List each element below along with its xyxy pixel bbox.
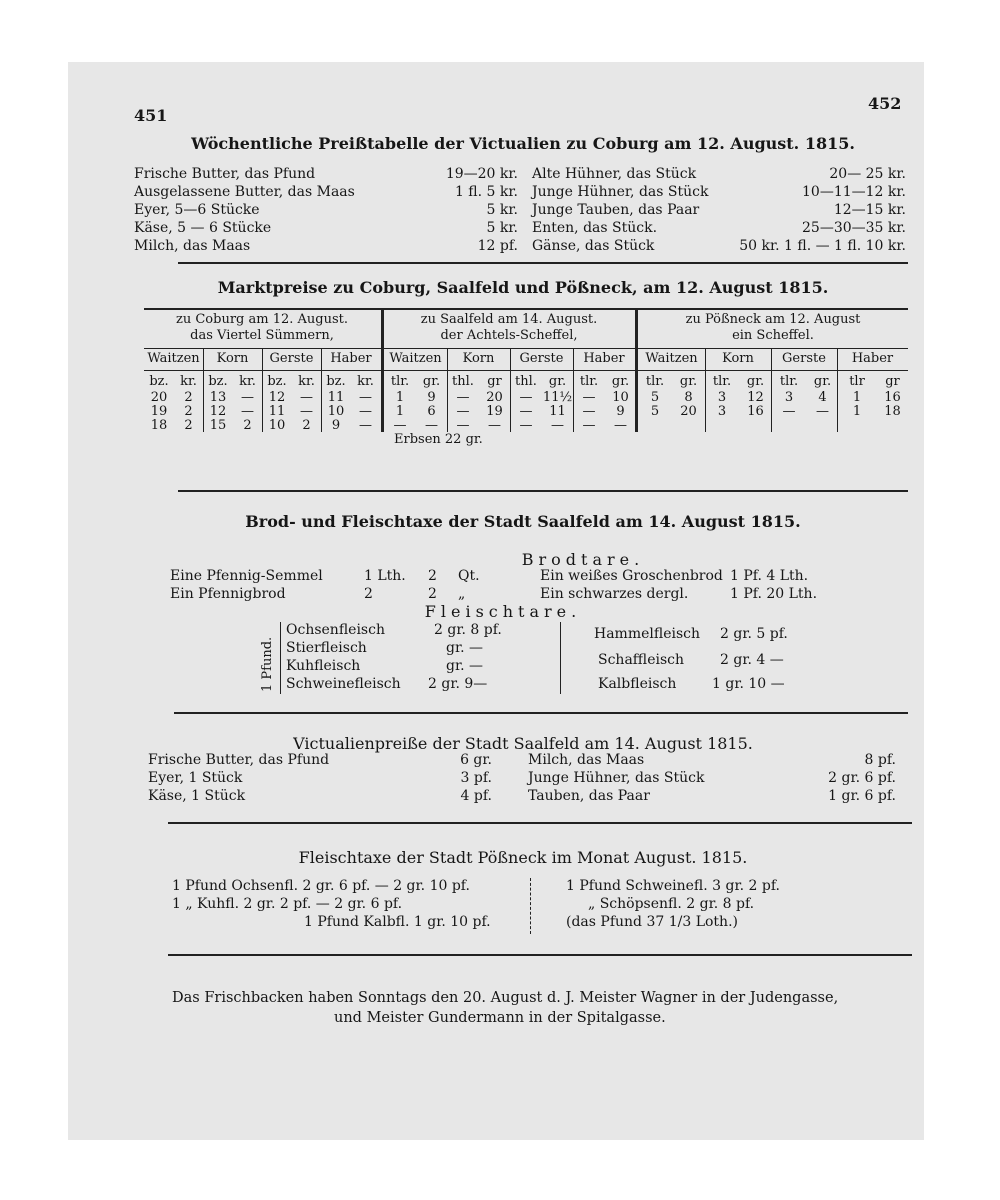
- table-cell: 4: [818, 390, 827, 405]
- table-cell: —: [393, 418, 407, 433]
- column-header: Haber: [851, 351, 894, 366]
- divider: [168, 954, 912, 956]
- table-cell: 15: [209, 418, 227, 433]
- table-cell: 9: [616, 404, 625, 419]
- column-header: Gerste: [782, 351, 826, 366]
- list-item: 1 Pfund Ochsenfl. 2 gr. 6 pf. — 2 gr. 10 pf.: [172, 878, 470, 894]
- table-cell: 18: [150, 418, 168, 433]
- table-cell: —: [519, 390, 533, 405]
- table-cell: 2: [184, 390, 193, 405]
- unit-header: bz.: [267, 374, 287, 389]
- table-cell: 10: [612, 390, 629, 405]
- table-cell: 2: [243, 418, 252, 433]
- group-header-poessneck: zu Pößneck am 12. August: [685, 312, 861, 327]
- table-cell: 1: [852, 404, 862, 419]
- list-item: 1 Pfund Schweinefl. 3 gr. 2 pf.: [566, 878, 780, 894]
- market-table: [144, 300, 908, 447]
- group-subheader-poessneck: ein Scheffel.: [732, 328, 814, 343]
- unit-header: gr.: [548, 374, 567, 389]
- unit-header: tlr.: [645, 374, 665, 389]
- table-cell: 11: [549, 404, 566, 419]
- poessneck-title: Fleischtaxe der Stadt Pößneck im Monat August. 1815.: [298, 848, 748, 867]
- unit-header: gr.: [679, 374, 698, 389]
- table-cell: 11: [268, 404, 286, 419]
- list-item: 1 Pfund Kalbfl. 1 gr. 10 pf.: [304, 914, 491, 930]
- table-cell: 16: [884, 390, 901, 405]
- table-cell: —: [816, 404, 829, 419]
- brod-header: Brodtare.: [521, 550, 645, 569]
- document-page: 451 452 Wöchentliche Preißtabelle der Victualien zu Coburg am 12. August. 1815. Frische Butter, das Pfund 19—20 kr. Ausgelassene Butter, das Maas 1 fl. 5 kr. Eyer, 5—6 Stücke 5 kr. Käse, 5 — 6 Stücke 5 kr. Milch, das Maas 12 pf. Alte Hühner, das Stück 20— 25 kr. Junge Hühner, das Stück 10—11—12 kr. Junge Tauben, das Paar 12—15 kr. Enten, das Stück. 25—30—35 kr. Gänse, das Stück 50 kr. 1 fl. — 1 fl. 10 kr. Marktpreise zu Coburg, Saalfeld und Pößneck, am 12. August 1815. zu Coburg am 12. August. das Viertel Sümmern, zu Saalfeld am 14. August. der Achtels-Scheffel, zu Pößneck am 12. August ein Scheffel. Waitzen Korn Gerste Haber Waitzen Korn Gerste Haber Waitzen Korn Gerste Haber bz. kr. bz. kr. bz. kr. bz. kr. tlr. gr. thl. gr thl. gr. tlr. gr. tlr. gr. tlr. gr. tlr. gr. tlr gr 20 2 13 — 12 — 11 — 1 9 — 20 — 11½ — 10 5 8 3 12 3 4 1 16 19 2 12 — 11 — 10 — 1 6 — 19 — 11 — 9 5 20 3 16 — — 1 18 18 2 15 2 10 2 9 — — — — — — — — — Erbsen 22 gr. Brod- und Fleischtaxe der Stadt Saalfeld am 14. August 1815. Brodtare. Eine Pfennig-Semmel 1 Lth. 2 Qt. Ein Pfennigbrod 2 2 „ Ein weißes Groschenbrod 1 Pf. 4 Lth. Ein schwarzes dergl. 1 Pf. 20 Lth. Fleischtare. 1 Pfund. Ochsenfleisch 2 gr. 8 pf. Stierfleisch gr. — Kuhfleisch gr. — Schweinefleisch 2 gr. 9— Hammelfleisch 2 gr. 5 pf. Schaffleisch 2 gr. 4 — Kalbfleisch 1 gr. 10 — Victualienpreiße der Stadt Saalfeld am 14. August 1815. Frische Butter, das Pfund 6 gr. Eyer, 1 Stück 3 pf. Käse, 1 Stück 4 pf. Milch, das Maas 8 pf. Junge Hühner, das Stück 2 gr. 6 pf. Tauben, das Paar 1 gr. 6 pf. Fleischtaxe der Stadt Pößneck im Monat August. 1815. 1 Pfund Ochsenfl. 2 gr. 6 pf. — 2 gr. 10 pf. 1 „ Kuhfl. 2 gr. 2 pf. — 2 gr. 6 pf. 1 Pfund Kalbfl. 1 gr. 10 pf. 1 Pfund Schweinefl. 3 gr. 2 pf. „ Schöpsenfl. 2 gr. 8 pf. (das Pfund 37 1/3 Loth.) Das Frischbacken haben Sonntags den 20. August d. J. Meister Wagner in der Judengasse, und Meister Gundermann in der Spitalgasse.: [128, 78, 918, 1068]
- table-cell: —: [359, 404, 372, 419]
- table-cell: —: [582, 404, 596, 419]
- table-cell: 5: [650, 390, 660, 405]
- table-cell: 2: [302, 418, 311, 433]
- table-cell: 9: [427, 390, 436, 405]
- victualien-title: Victualienpreiße der Stadt Saalfeld am 14. August 1815.: [293, 734, 753, 753]
- table-cell: —: [551, 418, 564, 433]
- table-cell: 1: [395, 404, 405, 419]
- table-cell: 19: [150, 404, 168, 419]
- table-cell: 20: [680, 404, 697, 419]
- table-cell: 1: [852, 390, 862, 405]
- table-cell: 2: [184, 418, 193, 433]
- group-subheader-saalfeld: der Achtels-Scheffel,: [440, 328, 578, 343]
- unit-header: tlr.: [390, 374, 410, 389]
- unit-header: tlr.: [579, 374, 599, 389]
- pfund-label: 1 Pfund.: [260, 636, 275, 692]
- table-cell: —: [359, 418, 372, 433]
- table-cell: 11: [327, 390, 345, 405]
- table-cell: 12: [747, 390, 764, 405]
- table-cell: 3: [717, 390, 727, 405]
- table-cell: 2: [184, 404, 193, 419]
- column-header: Waitzen: [645, 351, 698, 366]
- table-cell: 13: [209, 390, 227, 405]
- table-cell: 16: [747, 404, 764, 419]
- column-header: Waitzen: [389, 351, 442, 366]
- table-cell: 5: [650, 404, 660, 419]
- unit-header: tlr: [849, 374, 865, 389]
- unit-header: thl.: [515, 374, 537, 389]
- fleisch-header: Fleischtare.: [424, 602, 582, 621]
- column-header: Korn: [216, 351, 249, 366]
- table-cell: —: [614, 418, 627, 433]
- table-cell: 12: [268, 390, 286, 405]
- table-cell: 12: [209, 404, 227, 419]
- divider: [168, 822, 912, 824]
- table-cell: 1: [395, 390, 405, 405]
- table-cell: —: [300, 404, 313, 419]
- column-header: Korn: [722, 351, 754, 366]
- table-cell: —: [241, 404, 254, 419]
- unit-header: tlr.: [779, 374, 799, 389]
- table-cell: —: [425, 418, 438, 433]
- unit-header: thl.: [452, 374, 474, 389]
- page-number-left: 451: [134, 106, 168, 125]
- unit-header: kr.: [239, 374, 256, 389]
- list-item: 1 „ Kuhfl. 2 gr. 2 pf. — 2 gr. 6 pf.: [172, 896, 403, 912]
- group-header-coburg: zu Coburg am 12. August.: [176, 312, 348, 327]
- group-header-saalfeld: zu Saalfeld am 14. August.: [420, 312, 598, 327]
- divider: [178, 490, 908, 492]
- divider: [178, 262, 908, 264]
- unit-header: gr.: [746, 374, 765, 389]
- table-cell: 10: [327, 404, 345, 419]
- footer-line-1: Das Frischbacken haben Sonntags den 20. August d. J. Meister Wagner in der Judengasse,: [172, 990, 839, 1006]
- table-cell: 19: [486, 404, 503, 419]
- unit-header: kr.: [298, 374, 315, 389]
- divider: [174, 712, 908, 714]
- weekly-title: Wöchentliche Preißtabelle der Victualien zu Coburg am 12. August. 1815.: [191, 134, 855, 153]
- table-cell: 20: [150, 390, 168, 405]
- unit-header: gr.: [813, 374, 832, 389]
- unit-header: tlr.: [712, 374, 732, 389]
- table-cell: —: [359, 390, 372, 405]
- table-cell: 9: [331, 418, 341, 433]
- table-cell: —: [782, 404, 796, 419]
- table-cell: —: [241, 390, 254, 405]
- list-item: (das Pfund 37 1/3 Loth.): [566, 914, 738, 930]
- table-cell: 3: [784, 390, 794, 405]
- table-cell: —: [519, 404, 533, 419]
- table-cell: —: [300, 390, 313, 405]
- unit-header: gr: [885, 374, 900, 389]
- list-item: „ Schöpsenfl. 2 gr. 8 pf.: [588, 896, 755, 912]
- unit-header: bz.: [326, 374, 346, 389]
- column-header: Gerste: [269, 351, 314, 366]
- footer-line-2: und Meister Gundermann in der Spitalgasse.: [334, 1010, 666, 1026]
- table-cell: 6: [427, 404, 436, 419]
- table-cell: —: [488, 418, 501, 433]
- unit-header: kr.: [357, 374, 374, 389]
- table-cell: 8: [684, 390, 693, 405]
- table-cell: —: [582, 418, 596, 433]
- table-cell: 10: [268, 418, 286, 433]
- column-header: Haber: [583, 351, 625, 366]
- table-cell: 11½: [542, 390, 573, 405]
- table-cell: 3: [717, 404, 727, 419]
- table-cell: —: [582, 390, 596, 405]
- market-title: Marktpreise zu Coburg, Saalfeld und Pößneck, am 12. August 1815.: [217, 278, 829, 297]
- table-cell: —: [456, 404, 470, 419]
- table-cell: —: [456, 418, 470, 433]
- unit-header: kr.: [180, 374, 197, 389]
- unit-header: gr.: [422, 374, 441, 389]
- table-cell: 18: [884, 404, 901, 419]
- unit-header: bz.: [149, 374, 169, 389]
- table-cell: —: [519, 418, 533, 433]
- table-cell: 20: [486, 390, 503, 405]
- column-header: Waitzen: [147, 351, 200, 366]
- page-number-right: 452: [868, 94, 902, 113]
- column-header: Haber: [330, 351, 372, 366]
- column-header: Korn: [462, 351, 495, 366]
- market-note: Erbsen 22 gr.: [394, 432, 483, 447]
- unit-header: gr.: [611, 374, 630, 389]
- brot-title: Brod- und Fleischtaxe der Stadt Saalfeld am 14. August 1815.: [245, 512, 801, 531]
- unit-header: bz.: [208, 374, 228, 389]
- unit-header: gr: [487, 374, 502, 389]
- column-header: Gerste: [519, 351, 564, 366]
- group-subheader-coburg: das Viertel Sümmern,: [190, 328, 334, 343]
- table-cell: —: [456, 390, 470, 405]
